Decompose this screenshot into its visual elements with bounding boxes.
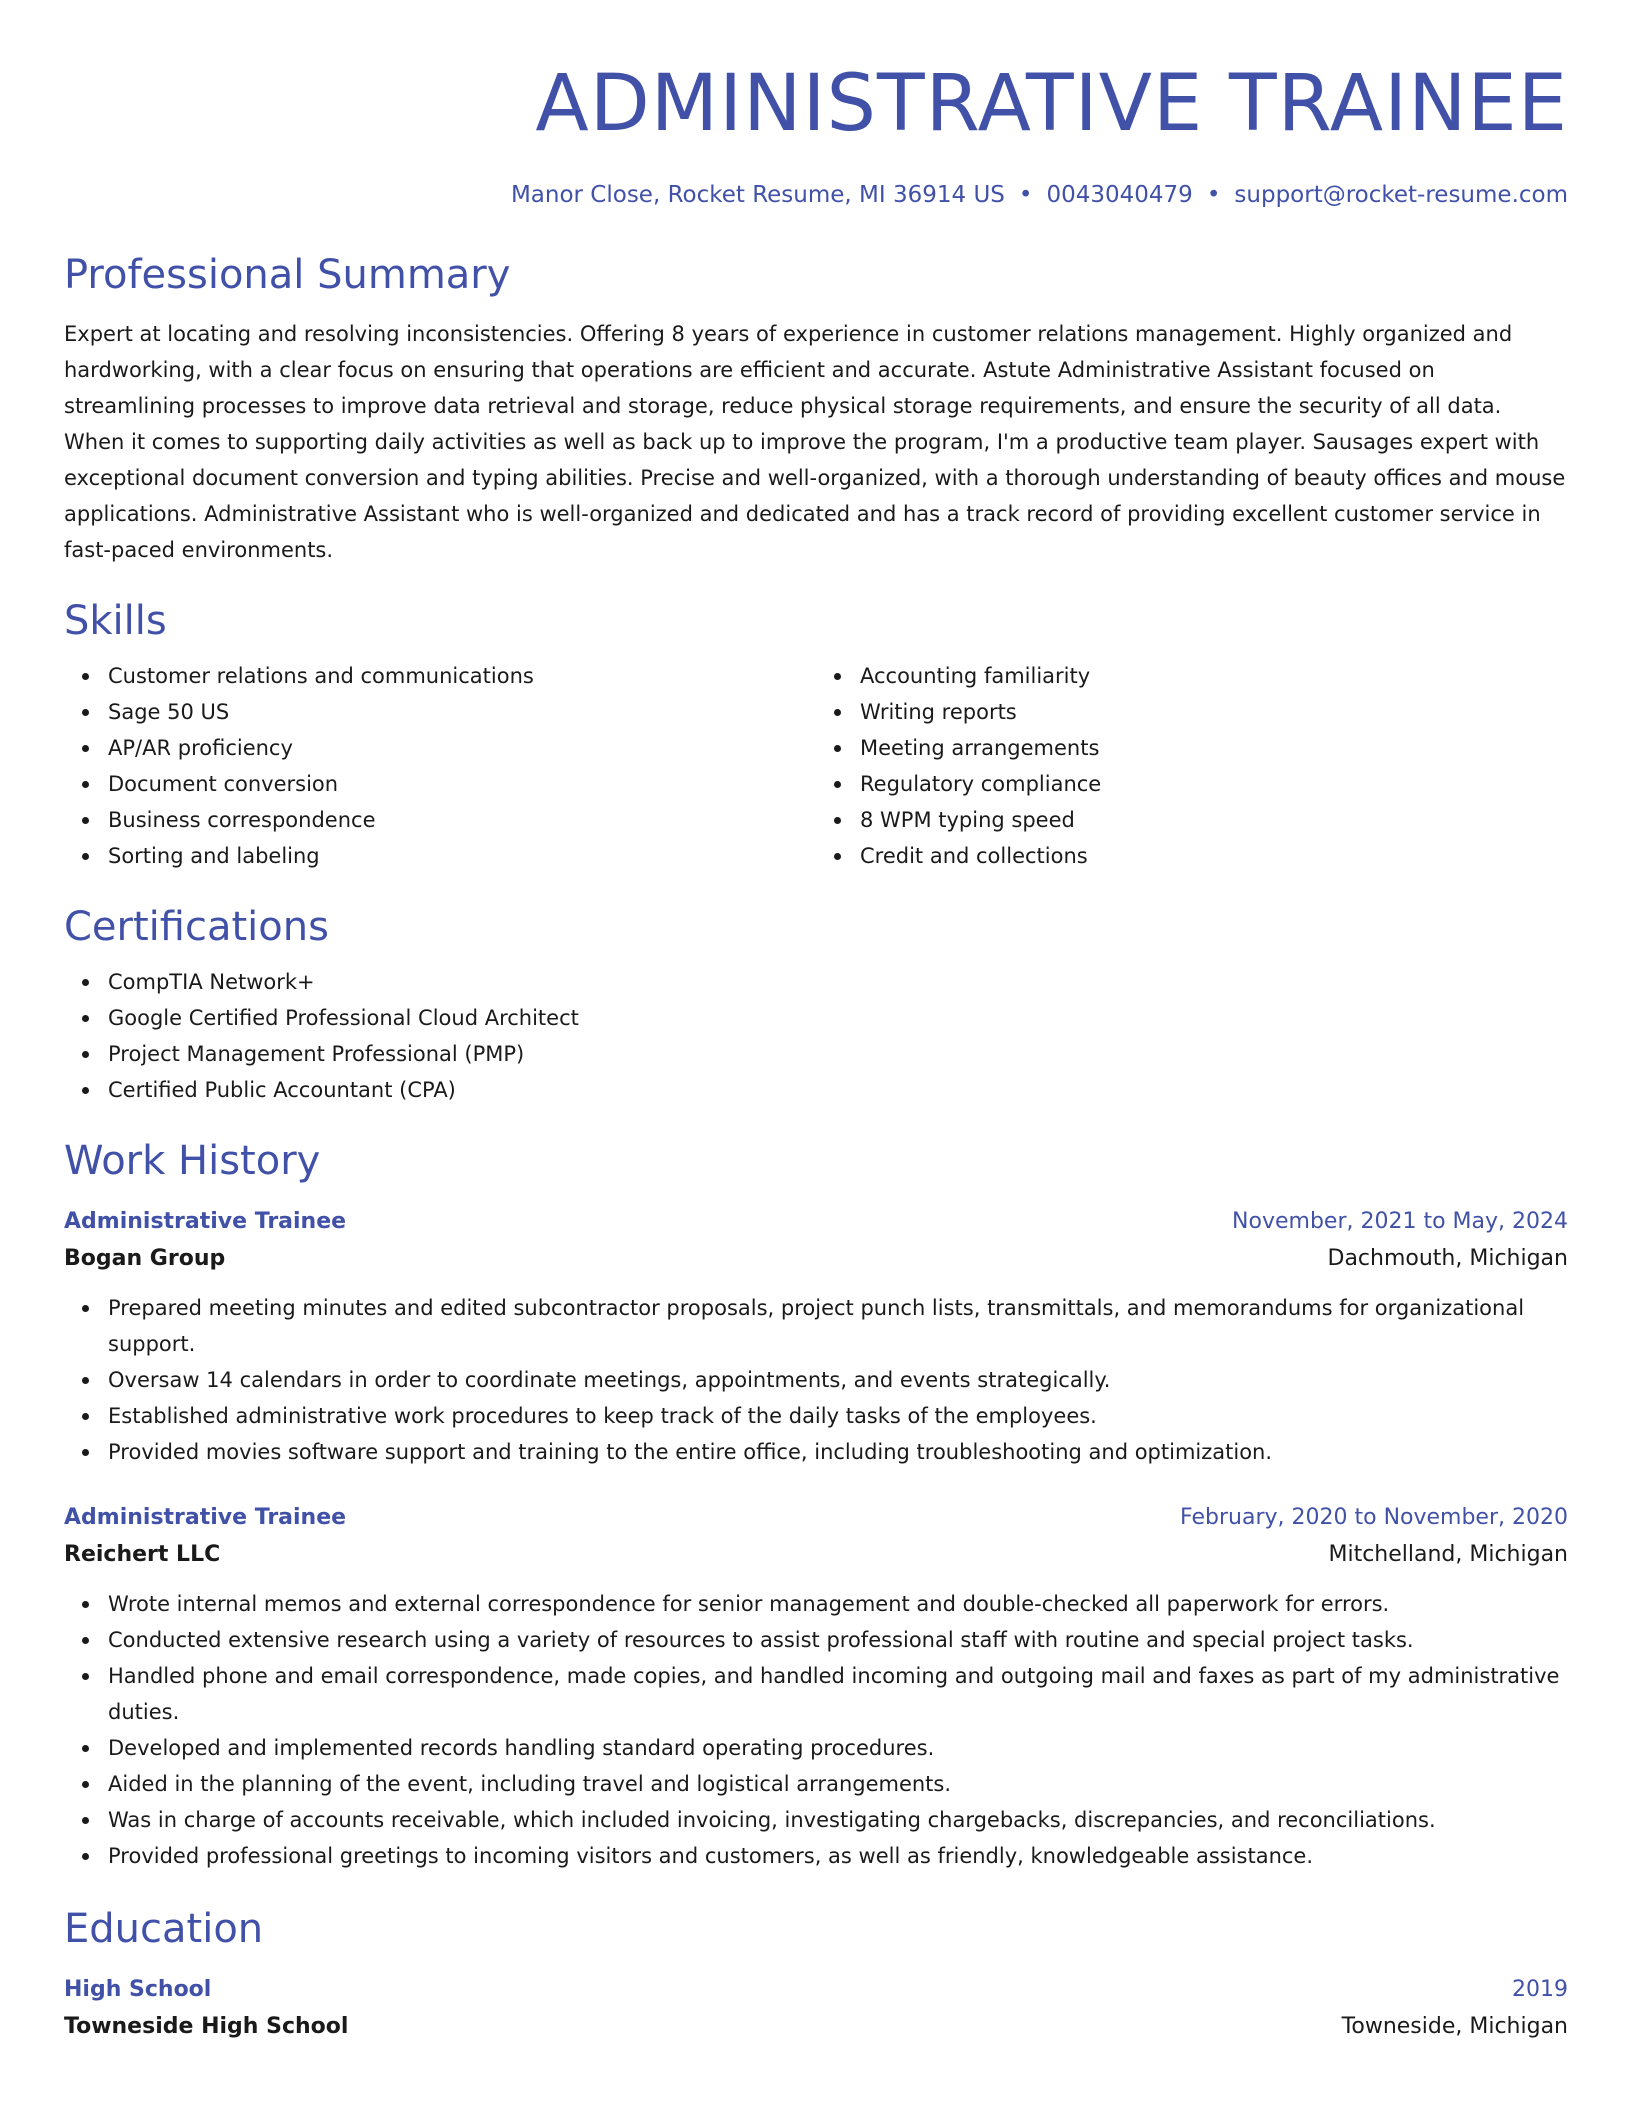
job-dates: November, 2021 to May, 2024 <box>1232 1209 1568 1234</box>
certification-item: Google Certified Professional Cloud Architect <box>108 1000 1568 1036</box>
job-header-row <box>64 1500 1568 1536</box>
contact-address: Manor Close, Rocket Resume, MI 36914 US <box>510 182 1005 208</box>
certifications-list <box>64 964 1568 1108</box>
education-location: Towneside, Michigan <box>1341 2014 1568 2039</box>
job-bullet: Developed and implemented records handling standard operating procedures. <box>108 1730 1568 1766</box>
contact-separator: • <box>1018 182 1033 208</box>
contact-email[interactable]: support@rocket-resume.com <box>1234 182 1568 208</box>
job-bullet: Conducted extensive research using a variety of resources to assist professional staff with routine and special project tasks. <box>108 1622 1568 1658</box>
skills-list-right <box>816 658 1568 874</box>
job-role: Administrative Trainee <box>64 1505 347 1530</box>
skills-grid <box>64 658 1568 874</box>
skill-item: Regulatory compliance <box>860 766 1568 802</box>
certification-item: CompTIA Network+ <box>108 964 1568 1000</box>
job-company: Bogan Group <box>64 1246 226 1271</box>
skill-item: Customer relations and communications <box>108 658 816 694</box>
job-header-row <box>64 1204 1568 1240</box>
skills-heading: Skills <box>64 598 167 644</box>
certifications-heading: Certifications <box>64 904 329 950</box>
job-entry <box>64 1500 1568 1874</box>
skill-item: Meeting arrangements <box>860 730 1568 766</box>
education-heading: Education <box>64 1906 264 1952</box>
education-school-row <box>64 2008 1568 2046</box>
education-degree: High School <box>64 1977 212 2002</box>
work-history-heading: Work History <box>64 1138 321 1184</box>
skill-item: Accounting familiarity <box>860 658 1568 694</box>
skill-item: Writing reports <box>860 694 1568 730</box>
job-entry <box>64 1204 1568 1470</box>
skill-item: 8 WPM typing speed <box>860 802 1568 838</box>
summary-heading: Professional Summary <box>64 252 511 298</box>
job-company-row <box>64 1536 1568 1574</box>
job-bullet: Wrote internal memos and external correspondence for senior management and double-checked all paperwork for errors. <box>108 1586 1568 1622</box>
job-bullet: Prepared meeting minutes and edited subcontractor proposals, project punch lists, transmittals, and memorandums for organizational support. <box>108 1290 1568 1362</box>
job-bullet: Was in charge of accounts receivable, which included invoicing, investigating chargebacks, discrepancies, and reconciliations. <box>108 1802 1568 1838</box>
job-bullet: Handled phone and email correspondence, made copies, and handled incoming and outgoing mail and faxes as part of my administrative duties. <box>108 1658 1568 1730</box>
job-company-row <box>64 1240 1568 1278</box>
contact-line <box>64 180 1568 210</box>
job-company: Reichert LLC <box>64 1542 221 1567</box>
resume-title: ADMINISTRATIVE TRAINEE <box>535 59 1568 149</box>
skill-item: AP/AR proficiency <box>108 730 816 766</box>
certification-item: Certified Public Accountant (CPA) <box>108 1072 1568 1108</box>
skill-item: Document conversion <box>108 766 816 802</box>
job-bullet: Provided professional greetings to incoming visitors and customers, as well as friendly, knowledgeable assistance. <box>108 1838 1568 1874</box>
skill-item: Business correspondence <box>108 802 816 838</box>
job-bullet: Established administrative work procedures to keep track of the daily tasks of the employees. <box>108 1398 1568 1434</box>
education-school: Towneside High School <box>64 2014 349 2039</box>
job-location: Mitchelland, Michigan <box>1328 1542 1568 1567</box>
job-bullets <box>64 1586 1568 1874</box>
job-role: Administrative Trainee <box>64 1209 347 1234</box>
job-dates: February, 2020 to November, 2020 <box>1180 1505 1568 1530</box>
job-bullet: Oversaw 14 calendars in order to coordinate meetings, appointments, and events strategically. <box>108 1362 1568 1398</box>
contact-phone: 0043040479 <box>1046 182 1193 208</box>
contact-separator: • <box>1206 182 1221 208</box>
job-bullet: Provided movies software support and training to the entire office, including troubleshooting and optimization. <box>108 1434 1568 1470</box>
skill-item: Sage 50 US <box>108 694 816 730</box>
summary-text: Expert at locating and resolving inconsistencies. Offering 8 years of experience in customer relations management. Highly organized and hardworking, with a clear focus on ensuring that operations are efficient and accurate. Astute Administrative Assistant focused on streamlining processes to improve data retrieval and storage, reduce physical storage requirements, and ensure the security of all data. When it comes to supporting daily activities as well as back up to improve the program, I'm a productive team player. Sausages expert with exceptional document conversion and typing abilities. Precise and well-organized, with a thorough understanding of beauty offices and mouse applications. Administrative Assistant who is well-organized and dedicated and has a track record of providing excellent customer service in fast-paced environments. <box>64 322 1566 562</box>
education-entry <box>64 1972 1568 2046</box>
skills-list-left <box>64 658 816 874</box>
skill-item: Sorting and labeling <box>108 838 816 874</box>
skill-item: Credit and collections <box>860 838 1568 874</box>
education-header-row <box>64 1972 1568 2008</box>
job-bullet: Aided in the planning of the event, including travel and logistical arrangements. <box>108 1766 1568 1802</box>
job-bullets <box>64 1290 1568 1470</box>
job-location: Dachmouth, Michigan <box>1327 1246 1568 1271</box>
education-year: 2019 <box>1512 1977 1568 2002</box>
certification-item: Project Management Professional (PMP) <box>108 1036 1568 1072</box>
